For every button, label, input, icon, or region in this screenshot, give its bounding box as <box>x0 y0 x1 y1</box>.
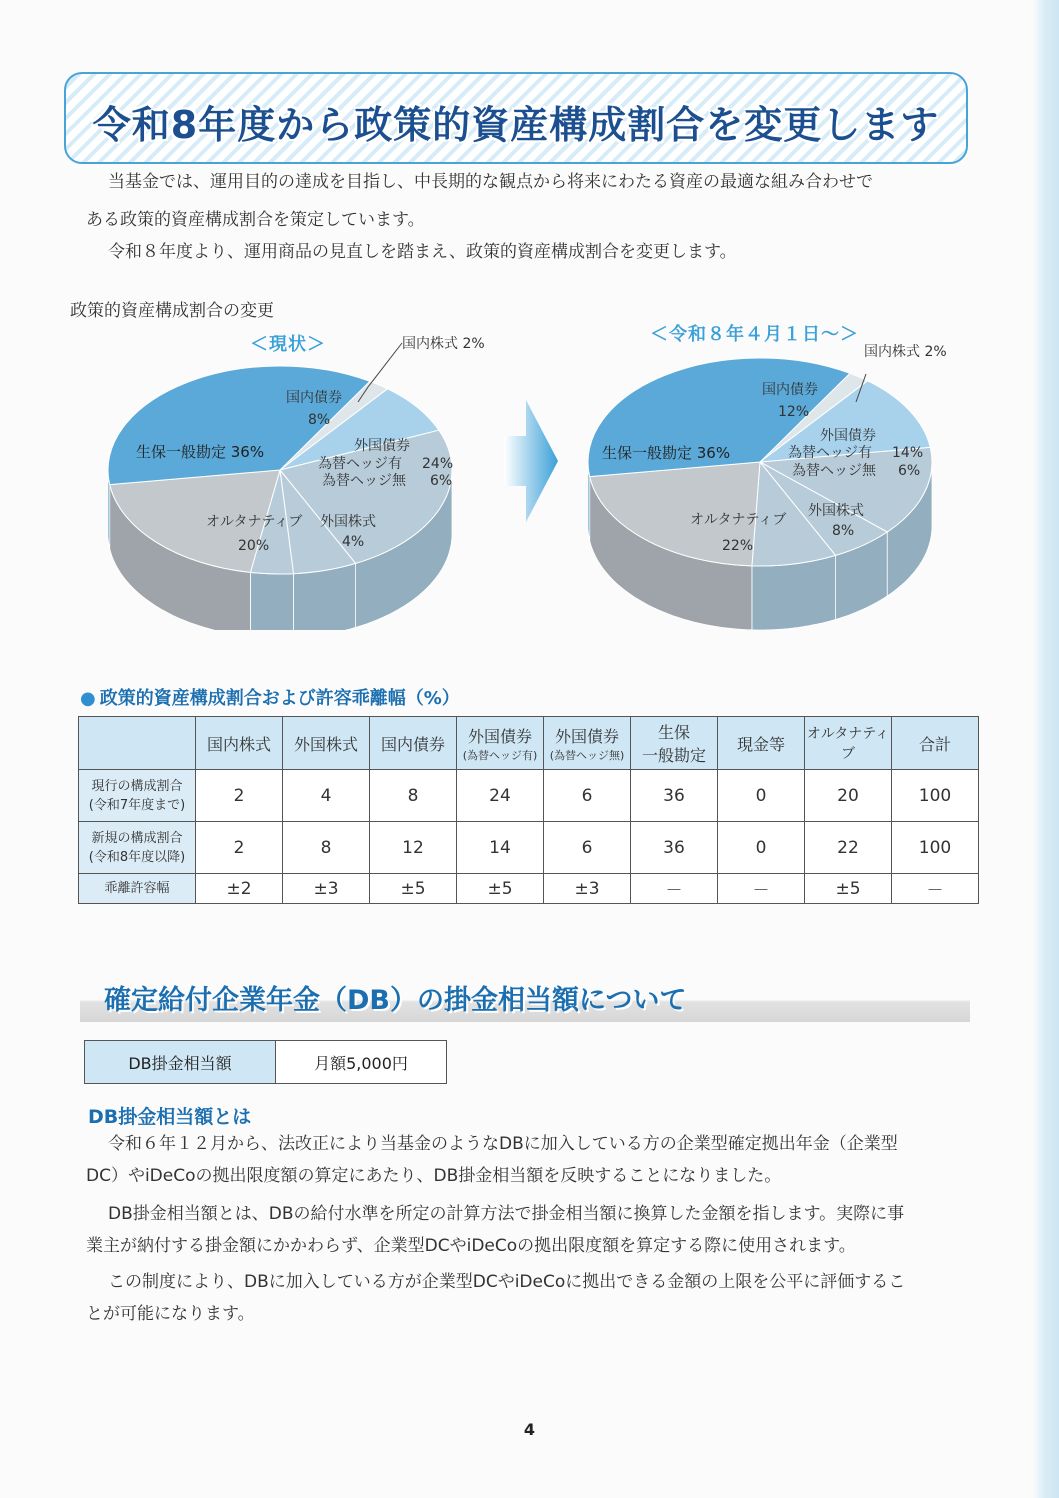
chart-section-label: 政策的資産構成割合の変更 <box>70 301 274 321</box>
table-cell: ±3 <box>283 874 370 904</box>
table-cell: 6 <box>544 822 631 874</box>
header-foreign-stock: 外国株式 <box>283 717 370 770</box>
table-cell: 8 <box>370 770 457 822</box>
pie-side-4 <box>752 555 836 630</box>
chart-title-new: ＜令和８年４月１日～＞ <box>650 324 859 345</box>
header-domestic-stock: 国内株式 <box>196 717 283 770</box>
label-unhedged: 為替ヘッジ無 <box>322 473 406 489</box>
bullet-icon: ● <box>80 688 96 709</box>
table-cell: 14 <box>457 822 544 874</box>
db-amount-value: 月額5,000円 <box>276 1041 447 1084</box>
table-cell: － <box>631 874 718 904</box>
header-foreign-bond-hedged: 外国債券 (為替ヘッジ有) <box>457 717 544 770</box>
table-cell: 36 <box>631 822 718 874</box>
table-header-row <box>79 717 979 770</box>
pie-side-4 <box>250 572 293 630</box>
label-unhedged-new: 為替ヘッジ無 <box>792 463 876 479</box>
db-subheading: DB掛金相当額とは <box>88 1106 252 1128</box>
db-amount-box <box>84 1040 447 1084</box>
db-text-line-6: とが可能になります。 <box>86 1304 255 1324</box>
value-unhedged: 6% <box>430 473 453 489</box>
intro-line-3: 令和８年度より、運用商品の見直しを踏まえ、政策的資産構成割合を変更します。 <box>108 242 737 262</box>
transition-arrow <box>494 396 564 526</box>
table-heading <box>80 684 460 710</box>
table-cell: － <box>892 874 979 904</box>
label-life-insurance-new: 生保一般勘定 36% <box>602 444 731 462</box>
label-foreign-stock-new: 外国株式 <box>808 503 864 519</box>
db-section-header <box>80 972 970 1022</box>
table-cell: 20 <box>805 770 892 822</box>
table-cell: － <box>718 874 805 904</box>
label-hedged-new: 為替ヘッジ有 <box>788 445 872 461</box>
value-hedged-new: 14% <box>892 445 924 461</box>
label-life-insurance: 生保一般勘定 36% <box>136 443 265 461</box>
value-foreign-stock-new: 8% <box>832 523 855 539</box>
label-foreign-bond-new: 外国債券 <box>820 428 876 444</box>
header-total: 合計 <box>892 717 979 770</box>
table-cell: ±5 <box>457 874 544 904</box>
label-domestic-stock-new: 国内株式 2% <box>864 344 947 360</box>
allocation-table <box>78 716 979 904</box>
table-cell: 100 <box>892 770 979 822</box>
label-domestic-stock: 国内株式 2% <box>402 336 485 352</box>
table-row <box>79 874 979 904</box>
table-cell: 0 <box>718 822 805 874</box>
table-cell: ±2 <box>196 874 283 904</box>
row-label: 新規の構成割合 (令和8年度以降) <box>79 822 196 874</box>
db-text-line-2: DC）やiDeCoの拠出限度額の算定にあたり、DB掛金相当額を反映することになりました。 <box>86 1166 782 1186</box>
pie-chart-current <box>100 330 520 630</box>
db-text-line-4: 業主が納付する掛金額にかかわらず、企業型DCやiDeCoの拠出限度額を算定する際に使用されます。 <box>86 1236 856 1256</box>
table-cell: 0 <box>718 770 805 822</box>
table-cell: 2 <box>196 822 283 874</box>
label-alternative-new: オルタナティブ <box>690 512 787 528</box>
header-foreign-bond-unhedged: 外国債券 (為替ヘッジ無) <box>544 717 631 770</box>
chart-title-current: ＜現状＞ <box>250 334 326 355</box>
table-cell: ±5 <box>805 874 892 904</box>
pie-slices-current <box>108 366 452 630</box>
table-cell: 2 <box>196 770 283 822</box>
page-number: 4 <box>523 1420 536 1439</box>
table-row <box>79 822 979 874</box>
label-domestic-bond-new: 国内債券 <box>762 382 818 398</box>
title-banner <box>64 72 968 164</box>
table-cell: 22 <box>805 822 892 874</box>
value-alternative-new: 22% <box>722 538 754 554</box>
pie-slices-new <box>588 358 932 630</box>
header-alternative: オルタナティブ <box>805 717 892 770</box>
table-cell: 24 <box>457 770 544 822</box>
header-domestic-bond: 国内債券 <box>370 717 457 770</box>
intro-line-1: 当基金では、運用目的の達成を目指し、中長期的な観点から将来にわたる資産の最適な組み合わせで <box>108 172 873 192</box>
header-life-insurance: 生保 一般勘定 <box>631 717 718 770</box>
row-label: 乖離許容幅 <box>79 874 196 904</box>
table-cell: 100 <box>892 822 979 874</box>
table-cell: 8 <box>283 822 370 874</box>
value-foreign-stock: 4% <box>342 534 365 550</box>
value-hedged: 24% <box>422 456 454 472</box>
row-label: 現行の構成割合 (令和7年度まで) <box>79 770 196 822</box>
db-section-title: 確定給付企業年金（DB）の掛金相当額について <box>104 985 687 1016</box>
header-corner <box>79 717 196 770</box>
arrow-right-icon <box>504 400 558 522</box>
value-alternative: 20% <box>238 538 270 554</box>
header-cash: 現金等 <box>718 717 805 770</box>
table-body <box>79 770 979 904</box>
db-text-line-3: DB掛金相当額とは、DBの給付水準を所定の計算方法で掛金相当額に換算した金額を指します。実際に事 <box>108 1204 905 1224</box>
db-amount-label: DB掛金相当額 <box>85 1041 276 1084</box>
table-cell: 6 <box>544 770 631 822</box>
intro-line-2: ある政策的資産構成割合を策定しています。 <box>86 210 425 230</box>
label-hedged: 為替ヘッジ有 <box>318 456 402 472</box>
table-row <box>79 770 979 822</box>
table-cell: ±3 <box>544 874 631 904</box>
page-title: 令和8年度から政策的資産構成割合を変更します <box>92 103 940 147</box>
table-cell: ±5 <box>370 874 457 904</box>
table-cell: 36 <box>631 770 718 822</box>
table-heading-text: 政策的資産構成割合および許容乖離幅（%） <box>99 688 460 709</box>
db-text-line-1: 令和６年１２月から、法改正により当基金のようなDBに加入している方の企業型確定拠出年金（企業型 <box>108 1134 898 1154</box>
value-unhedged-new: 6% <box>898 463 921 479</box>
table-cell: 12 <box>370 822 457 874</box>
label-foreign-bond: 外国債券 <box>354 438 410 454</box>
label-foreign-stock: 外国株式 <box>320 514 376 530</box>
value-domestic-bond: 8% <box>308 412 331 428</box>
value-domestic-bond-new: 12% <box>778 404 810 420</box>
pie-chart-new <box>570 330 990 630</box>
db-text-line-5: この制度により、DBに加入している方が企業型DCやiDeCoに拠出できる金額の上限を公平に評価するこ <box>108 1272 906 1292</box>
page-edge-decoration <box>1033 0 1059 1498</box>
table-cell: 4 <box>283 770 370 822</box>
label-alternative: オルタナティブ <box>206 514 303 530</box>
label-domestic-bond: 国内債券 <box>286 390 342 406</box>
